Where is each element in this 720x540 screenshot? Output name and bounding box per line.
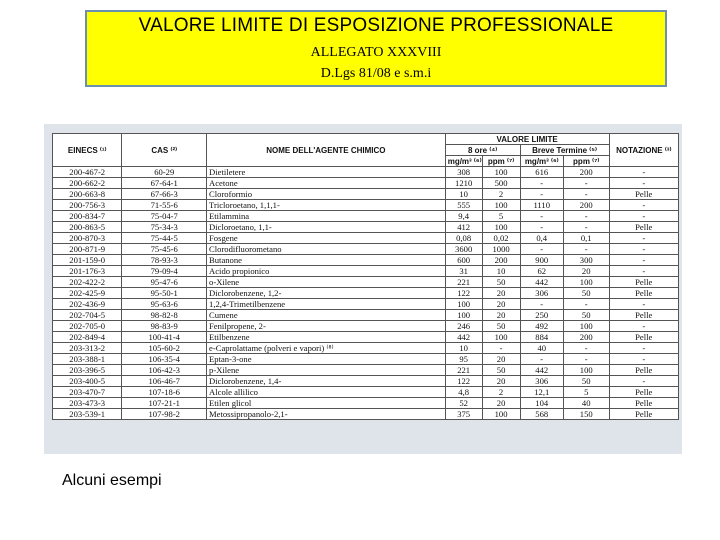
- cell-notation: -: [609, 266, 679, 277]
- cell-cas: 60-29: [122, 167, 207, 178]
- table-row: [53, 288, 679, 299]
- cell-8h-mgm3: 9,4: [445, 211, 482, 222]
- cell-notation: -: [609, 200, 679, 211]
- cell-einecs: 200-467-2: [53, 167, 122, 178]
- table-row: [53, 409, 679, 420]
- cell-notation: -: [609, 354, 679, 365]
- cell-short-mgm3: 250: [520, 310, 563, 321]
- col-header-name: NOME DELL'AGENTE CHIMICO: [207, 134, 446, 167]
- cell-agent-name: Metossipropanolo-2,1-: [207, 409, 446, 420]
- cell-short-mgm3: -: [520, 222, 563, 233]
- cell-cas: 106-42-3: [122, 365, 207, 376]
- cell-agent-name: Diclorobenzene, 1,2-: [207, 288, 446, 299]
- cell-agent-name: p-Xilene: [207, 365, 446, 376]
- cell-agent-name: Cloroformio: [207, 189, 446, 200]
- col-header-ppm-short: ppm ⁽⁷⁾: [563, 156, 609, 167]
- cell-agent-name: Dietiletere: [207, 167, 446, 178]
- cell-8h-ppm: 1000: [482, 244, 520, 255]
- cell-8h-ppm: 20: [482, 354, 520, 365]
- cell-agent-name: 1,2,4-Trimetilbenzene: [207, 299, 446, 310]
- cell-agent-name: Diclorobenzene, 1,4-: [207, 376, 446, 387]
- cell-einecs: 202-422-2: [53, 277, 122, 288]
- cell-8h-mgm3: 52: [445, 398, 482, 409]
- cell-notation: -: [609, 255, 679, 266]
- cell-short-ppm: -: [563, 244, 609, 255]
- cell-8h-ppm: 10: [482, 266, 520, 277]
- cell-short-ppm: 150: [563, 409, 609, 420]
- cell-8h-mgm3: 31: [445, 266, 482, 277]
- cell-cas: 100-41-4: [122, 332, 207, 343]
- cell-short-mgm3: -: [520, 354, 563, 365]
- cell-short-mgm3: 12,1: [520, 387, 563, 398]
- cell-8h-mgm3: 221: [445, 277, 482, 288]
- cell-cas: 75-34-3: [122, 222, 207, 233]
- cell-short-mgm3: -: [520, 299, 563, 310]
- cell-8h-mgm3: 555: [445, 200, 482, 211]
- cell-cas: 106-35-4: [122, 354, 207, 365]
- page-title: VALORE LIMITE DI ESPOSIZIONE PROFESSIONALE: [138, 15, 614, 36]
- cell-short-ppm: 100: [563, 365, 609, 376]
- cell-notation: Pelle: [609, 189, 679, 200]
- cell-notation: -: [609, 244, 679, 255]
- table-row: [53, 211, 679, 222]
- cell-einecs: 203-539-1: [53, 409, 122, 420]
- cell-notation: Pelle: [609, 398, 679, 409]
- cell-notation: Pelle: [609, 288, 679, 299]
- cell-agent-name: Etilen glicol: [207, 398, 446, 409]
- cell-short-ppm: 200: [563, 200, 609, 211]
- cell-agent-name: Tricloroetano, 1,1,1-: [207, 200, 446, 211]
- cell-cas: 75-44-5: [122, 233, 207, 244]
- table-row: [53, 178, 679, 189]
- cell-cas: 95-63-6: [122, 299, 207, 310]
- cell-cas: 105-60-2: [122, 343, 207, 354]
- cell-einecs: 200-662-2: [53, 178, 122, 189]
- cell-cas: 98-82-8: [122, 310, 207, 321]
- cell-einecs: 202-705-0: [53, 321, 122, 332]
- cell-8h-mgm3: 4,8: [445, 387, 482, 398]
- table-row: [53, 266, 679, 277]
- cell-notation: -: [609, 211, 679, 222]
- cell-agent-name: o-Xilene: [207, 277, 446, 288]
- cell-8h-mgm3: 221: [445, 365, 482, 376]
- cell-notation: -: [609, 233, 679, 244]
- table-row: [53, 299, 679, 310]
- cell-einecs: 203-473-3: [53, 398, 122, 409]
- cell-short-ppm: -: [563, 354, 609, 365]
- cell-8h-ppm: 2: [482, 189, 520, 200]
- cell-8h-ppm: 500: [482, 178, 520, 189]
- col-header-ppm-8h: ppm ⁽⁷⁾: [482, 156, 520, 167]
- cell-short-mgm3: 442: [520, 365, 563, 376]
- cell-short-ppm: -: [563, 299, 609, 310]
- cell-short-ppm: 300: [563, 255, 609, 266]
- cell-8h-mgm3: 412: [445, 222, 482, 233]
- cell-8h-ppm: 50: [482, 277, 520, 288]
- cell-short-ppm: 50: [563, 288, 609, 299]
- cell-short-mgm3: -: [520, 211, 563, 222]
- cell-agent-name: Dicloroetano, 1,1-: [207, 222, 446, 233]
- cell-8h-ppm: 2: [482, 387, 520, 398]
- cell-einecs: 203-396-5: [53, 365, 122, 376]
- cell-short-ppm: 50: [563, 310, 609, 321]
- cell-short-mgm3: -: [520, 244, 563, 255]
- cell-8h-ppm: 20: [482, 299, 520, 310]
- cell-8h-mgm3: 95: [445, 354, 482, 365]
- cell-short-ppm: 0,1: [563, 233, 609, 244]
- table-row: [53, 398, 679, 409]
- cell-short-mgm3: 40: [520, 343, 563, 354]
- cell-short-mgm3: -: [520, 189, 563, 200]
- cell-agent-name: Cumene: [207, 310, 446, 321]
- cell-short-mgm3: 442: [520, 277, 563, 288]
- cell-notation: -: [609, 321, 679, 332]
- cell-short-ppm: 50: [563, 376, 609, 387]
- cell-8h-ppm: 5: [482, 211, 520, 222]
- cell-8h-ppm: 100: [482, 200, 520, 211]
- cell-short-ppm: 5: [563, 387, 609, 398]
- cell-short-mgm3: 1110: [520, 200, 563, 211]
- cell-short-ppm: 200: [563, 167, 609, 178]
- cell-einecs: 203-470-7: [53, 387, 122, 398]
- table-row: [53, 310, 679, 321]
- cell-short-mgm3: 616: [520, 167, 563, 178]
- cell-short-ppm: -: [563, 222, 609, 233]
- cell-notation: Pelle: [609, 222, 679, 233]
- cell-short-mgm3: 492: [520, 321, 563, 332]
- cell-short-ppm: -: [563, 211, 609, 222]
- cell-8h-ppm: 20: [482, 376, 520, 387]
- cell-cas: 107-21-1: [122, 398, 207, 409]
- table-row: [53, 343, 679, 354]
- cell-8h-mgm3: 100: [445, 299, 482, 310]
- col-header-mgm3-short: mg/m³ ⁽⁶⁾: [520, 156, 563, 167]
- cell-8h-mgm3: 3600: [445, 244, 482, 255]
- cell-8h-mgm3: 308: [445, 167, 482, 178]
- cell-8h-ppm: 100: [482, 222, 520, 233]
- col-header-einecs: EINECS ⁽¹⁾: [53, 134, 122, 167]
- cell-8h-mgm3: 0,08: [445, 233, 482, 244]
- cell-8h-ppm: -: [482, 343, 520, 354]
- cell-8h-ppm: 100: [482, 332, 520, 343]
- cell-short-ppm: -: [563, 178, 609, 189]
- cell-agent-name: Fosgene: [207, 233, 446, 244]
- scanned-table-image: [44, 124, 682, 454]
- cell-einecs: 202-436-9: [53, 299, 122, 310]
- cell-einecs: 200-870-3: [53, 233, 122, 244]
- cell-einecs: 200-871-9: [53, 244, 122, 255]
- cell-cas: 71-55-6: [122, 200, 207, 211]
- cell-agent-name: Fenilpropene, 2-: [207, 321, 446, 332]
- cell-8h-ppm: 50: [482, 321, 520, 332]
- cell-cas: 75-04-7: [122, 211, 207, 222]
- cell-8h-ppm: 200: [482, 255, 520, 266]
- cell-notation: -: [609, 299, 679, 310]
- cell-einecs: 203-388-1: [53, 354, 122, 365]
- cell-short-mgm3: 104: [520, 398, 563, 409]
- cell-8h-mgm3: 442: [445, 332, 482, 343]
- cell-short-mgm3: 306: [520, 376, 563, 387]
- cell-cas: 98-83-9: [122, 321, 207, 332]
- cell-notation: -: [609, 167, 679, 178]
- title-banner: [85, 10, 667, 87]
- cell-cas: 79-09-4: [122, 266, 207, 277]
- cell-8h-ppm: 100: [482, 167, 520, 178]
- table-row: [53, 189, 679, 200]
- col-header-8-ore: 8 ore ⁽⁴⁾: [445, 145, 520, 156]
- cell-8h-mgm3: 100: [445, 310, 482, 321]
- cell-cas: 107-98-2: [122, 409, 207, 420]
- cell-short-ppm: 200: [563, 332, 609, 343]
- table-row: [53, 200, 679, 211]
- table-row: [53, 233, 679, 244]
- cell-agent-name: Butanone: [207, 255, 446, 266]
- cell-agent-name: Etilbenzene: [207, 332, 446, 343]
- cell-8h-ppm: 20: [482, 288, 520, 299]
- cell-notation: Pelle: [609, 409, 679, 420]
- cell-short-ppm: -: [563, 343, 609, 354]
- cell-8h-mgm3: 1210: [445, 178, 482, 189]
- cell-agent-name: Alcole allilico: [207, 387, 446, 398]
- cell-cas: 67-64-1: [122, 178, 207, 189]
- cell-notation: Pelle: [609, 277, 679, 288]
- cell-notation: Pelle: [609, 387, 679, 398]
- cell-8h-mgm3: 10: [445, 343, 482, 354]
- cell-agent-name: Acido propionico: [207, 266, 446, 277]
- cell-einecs: 202-425-9: [53, 288, 122, 299]
- cell-short-ppm: -: [563, 189, 609, 200]
- cell-short-mgm3: 884: [520, 332, 563, 343]
- cell-einecs: 201-159-0: [53, 255, 122, 266]
- cell-agent-name: Etilammina: [207, 211, 446, 222]
- col-header-cas: CAS ⁽²⁾: [122, 134, 207, 167]
- table-row: [53, 365, 679, 376]
- decree-label: D.Lgs 81/08 e s.m.i: [320, 66, 432, 81]
- cell-notation: Pelle: [609, 365, 679, 376]
- cell-cas: 95-47-6: [122, 277, 207, 288]
- col-header-notazione: NOTAZIONE ⁽³⁾: [609, 134, 679, 167]
- cell-8h-ppm: 50: [482, 365, 520, 376]
- table-row: [53, 244, 679, 255]
- cell-8h-mgm3: 375: [445, 409, 482, 420]
- cell-einecs: 203-313-2: [53, 343, 122, 354]
- cell-8h-ppm: 20: [482, 398, 520, 409]
- cell-einecs: 200-863-5: [53, 222, 122, 233]
- cell-short-mgm3: 568: [520, 409, 563, 420]
- cell-einecs: 200-663-8: [53, 189, 122, 200]
- cell-short-mgm3: 0,4: [520, 233, 563, 244]
- cell-8h-mgm3: 10: [445, 189, 482, 200]
- cell-einecs: 200-756-3: [53, 200, 122, 211]
- cell-8h-mgm3: 246: [445, 321, 482, 332]
- cell-einecs: 200-834-7: [53, 211, 122, 222]
- cell-cas: 106-46-7: [122, 376, 207, 387]
- cell-8h-ppm: 0,02: [482, 233, 520, 244]
- cell-notation: -: [609, 376, 679, 387]
- cell-notation: Pelle: [609, 310, 679, 321]
- table-row: [53, 277, 679, 288]
- cell-cas: 67-66-3: [122, 189, 207, 200]
- cell-notation: -: [609, 178, 679, 189]
- table-row: [53, 167, 679, 178]
- col-header-breve-termine: Breve Termine ⁽⁵⁾: [520, 145, 609, 156]
- cell-einecs: 202-849-4: [53, 332, 122, 343]
- table-body: [53, 167, 679, 420]
- cell-notation: Pelle: [609, 332, 679, 343]
- cell-8h-mgm3: 122: [445, 376, 482, 387]
- cell-short-mgm3: 306: [520, 288, 563, 299]
- cell-agent-name: Eptan-3-one: [207, 354, 446, 365]
- cell-cas: 95-50-1: [122, 288, 207, 299]
- cell-cas: 75-45-6: [122, 244, 207, 255]
- cell-cas: 78-93-3: [122, 255, 207, 266]
- table-row: [53, 354, 679, 365]
- cell-short-ppm: 100: [563, 321, 609, 332]
- cell-agent-name: Clorodifluorometano: [207, 244, 446, 255]
- table-row: [53, 255, 679, 266]
- table-row: [53, 321, 679, 332]
- cell-8h-ppm: 20: [482, 310, 520, 321]
- cell-short-mgm3: 900: [520, 255, 563, 266]
- annex-label: ALLEGATO XXXVIII: [310, 45, 442, 60]
- table-row: [53, 332, 679, 343]
- table-row: [53, 222, 679, 233]
- cell-notation: -: [609, 343, 679, 354]
- cell-8h-mgm3: 600: [445, 255, 482, 266]
- cell-cas: 107-18-6: [122, 387, 207, 398]
- cell-einecs: 201-176-3: [53, 266, 122, 277]
- cell-einecs: 202-704-5: [53, 310, 122, 321]
- cell-agent-name: Acetone: [207, 178, 446, 189]
- cell-short-mgm3: -: [520, 178, 563, 189]
- col-header-valore-limite: VALORE LIMITE: [445, 134, 609, 145]
- caption-text: Alcuni esempi: [62, 472, 162, 489]
- cell-agent-name: e-Caprolattame (polveri e vapori) ⁽⁸⁾: [207, 343, 446, 354]
- cell-short-ppm: 20: [563, 266, 609, 277]
- exposure-limits-table: [52, 133, 679, 420]
- cell-short-mgm3: 62: [520, 266, 563, 277]
- table-row: [53, 387, 679, 398]
- cell-einecs: 203-400-5: [53, 376, 122, 387]
- table-row: [53, 376, 679, 387]
- cell-8h-ppm: 100: [482, 409, 520, 420]
- cell-short-ppm: 40: [563, 398, 609, 409]
- cell-8h-mgm3: 122: [445, 288, 482, 299]
- col-header-mgm3-8h: mg/m³ ⁽⁶⁾: [445, 156, 482, 167]
- cell-short-ppm: 100: [563, 277, 609, 288]
